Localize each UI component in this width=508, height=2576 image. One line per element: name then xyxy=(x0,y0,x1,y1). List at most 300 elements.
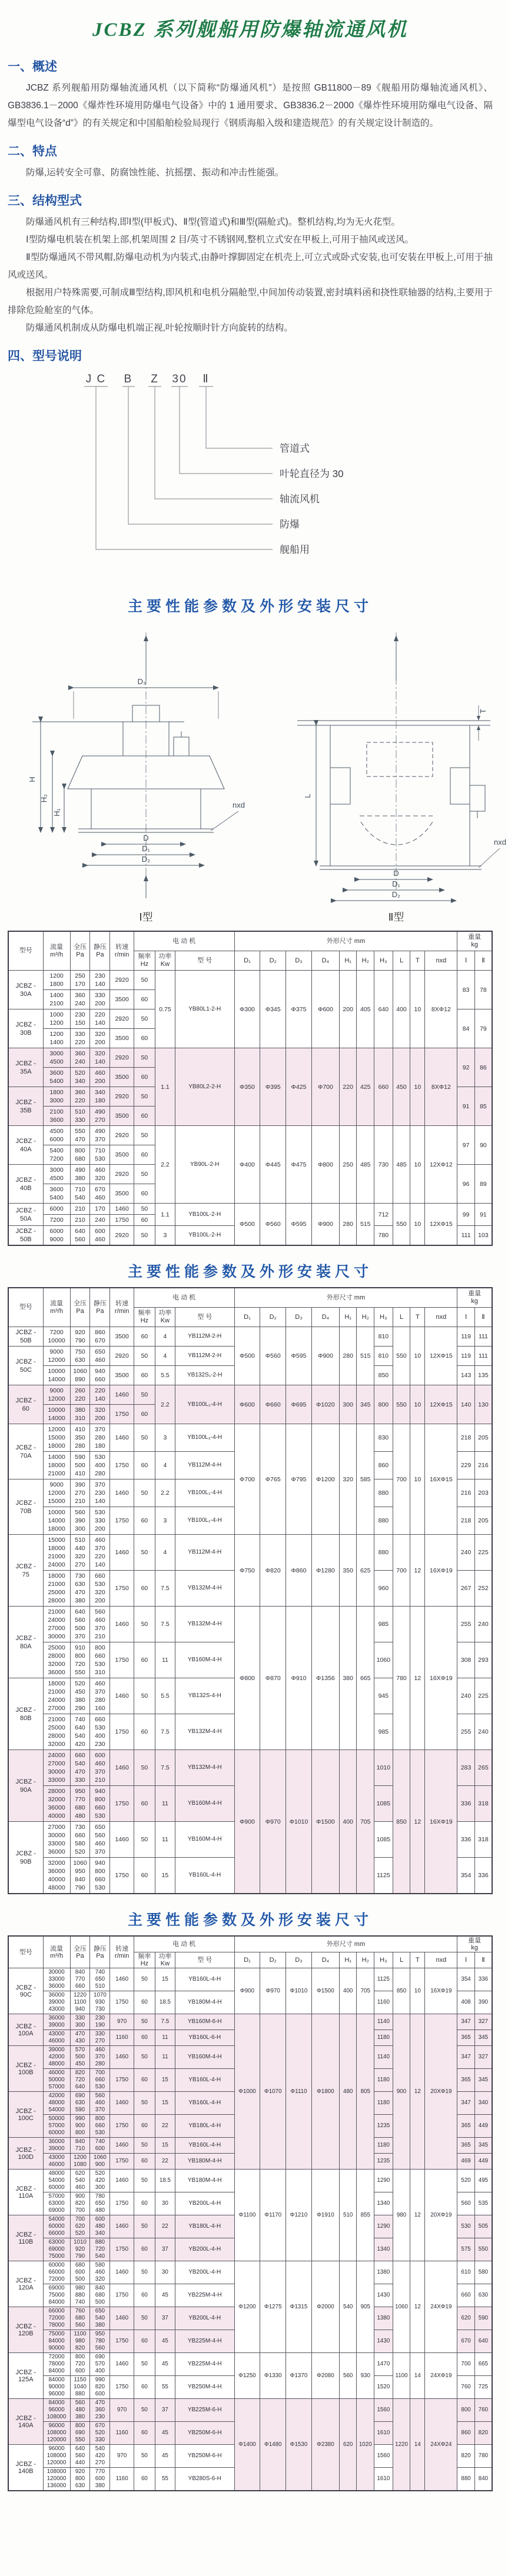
total-pressure-cell: 900 820 700 xyxy=(70,2192,90,2215)
speed-cell: 2920 xyxy=(110,971,134,990)
dim-cell-5: 345 xyxy=(357,1385,374,1424)
static-pressure-cell: 740 600 xyxy=(90,2138,110,2154)
weight-II-cell: 79 xyxy=(474,1009,492,1048)
motor-model-cell: YB132M-4-H xyxy=(175,1750,234,1786)
weight-II-cell: 240 xyxy=(474,1714,492,1750)
motor-model-cell: YB100L₁-4-H xyxy=(175,1479,234,1507)
frequency-cell: 60 xyxy=(134,1327,155,1347)
total-pressure-cell: 660 540 470 330 xyxy=(70,1750,90,1786)
header-motor-group: 电 动 机 xyxy=(134,931,234,951)
dim-h3-cell: 1430 xyxy=(374,2284,393,2307)
speed-cell: 1460 xyxy=(110,1535,134,1571)
flow-cell: 57000 63000 69000 xyxy=(43,2192,70,2215)
motor-model-cell: YB160L-4-H xyxy=(175,2069,234,2092)
header-dim-5: H₂ xyxy=(357,951,374,971)
weight-II-cell: 252 xyxy=(474,1571,492,1607)
frequency-cell: 60 xyxy=(134,1405,155,1424)
dim-cell-2: Φ1530 xyxy=(286,2399,312,2491)
weight-II-cell: 91 xyxy=(474,1204,492,1226)
dim-cell-5: 705 xyxy=(357,1968,374,2014)
flow-cell: 32000 36000 40000 48000 xyxy=(43,1858,70,1894)
speed-cell: 3500 xyxy=(110,1327,134,1347)
dim-cell-3: Φ800 xyxy=(311,1126,339,1204)
flow-cell: 10000 14000 xyxy=(43,1366,70,1385)
dim-h3-cell: 1340 xyxy=(374,2238,393,2261)
dim-cell-0: Φ900 xyxy=(234,1968,260,2014)
flow-cell: 1200 1800 xyxy=(43,971,70,990)
fan-outline-drawings xyxy=(8,622,506,928)
dim-h3-cell: 1340 xyxy=(374,2192,393,2215)
model-cell: JCBZ - 110B xyxy=(8,2215,43,2261)
flow-cell: 60000 66000 72000 xyxy=(43,2261,70,2284)
speed-cell: 2920 xyxy=(110,1347,134,1366)
weight-II-cell: 580 xyxy=(474,2261,492,2284)
dim-t-cell: 12 xyxy=(410,2261,425,2353)
dim-h3-cell: 1085 xyxy=(374,1786,393,1822)
model-cell: JCBZ - 50B xyxy=(8,1327,43,1347)
weight-I-cell: 111 xyxy=(457,1226,475,1246)
dim-h3-cell: 660 xyxy=(374,1048,393,1126)
type2-caption: Ⅱ型 xyxy=(388,911,404,923)
dim-l-cell: 1100 xyxy=(393,2353,410,2399)
flow-cell: 3000 4500 xyxy=(43,1165,70,1184)
speed-cell: 3500 xyxy=(110,1068,134,1087)
static-pressure-cell: 560 460 370 xyxy=(90,2092,110,2115)
weight-II-cell: 725 xyxy=(474,2376,492,2399)
dim-nxd-cell: 16XΦ19 xyxy=(425,1607,457,1750)
header-dim-7: L xyxy=(393,1952,410,1968)
total-pressure-cell: 260 220 xyxy=(70,1385,90,1405)
header-dim-2: D₃ xyxy=(286,951,312,971)
dim-cell-1: Φ1480 xyxy=(260,2399,286,2491)
weight-II-cell: 111 xyxy=(474,1327,492,1347)
speed-cell: 1160 xyxy=(110,2030,134,2046)
dim-cell-3: Φ2080 xyxy=(311,2353,339,2399)
header-dim-1: D₂ xyxy=(260,1952,286,1968)
model-cell: JCBZ - 100C xyxy=(8,2092,43,2138)
flow-cell: 48000 54000 60000 xyxy=(43,2170,70,2192)
speed-cell: 1750 xyxy=(110,1452,134,1479)
structure-paragraph-3: Ⅱ型防爆通风不带风帽,防爆电动机为内装式,由静叶撑脚固定在机壳上,可立式或卧式安装,也可安装在甲板上,可用于抽风或送风。 xyxy=(8,252,493,280)
static-pressure-cell: 690 570 400 xyxy=(90,2353,110,2376)
total-pressure-cell: 330 220 xyxy=(70,1029,90,1048)
flow-cell: 36000 39000 xyxy=(43,2138,70,2154)
dim-l-cell: 1220 xyxy=(393,2399,410,2491)
dim-cell-0: Φ700 xyxy=(234,1424,260,1535)
dim-h3-cell: 880 xyxy=(374,1535,393,1571)
power-cell: 22 xyxy=(155,2154,175,2170)
dim-l-cell: 1060 xyxy=(393,2261,410,2353)
total-pressure-cell: 520 340 xyxy=(70,1068,90,1087)
weight-II-cell: 293 xyxy=(474,1642,492,1678)
motor-model-cell: YB100L₂-4-H xyxy=(175,1424,234,1452)
frequency-cell: 60 xyxy=(134,2422,155,2445)
frequency-cell: 50 xyxy=(134,2092,155,2115)
total-pressure-cell: 1060 890 xyxy=(70,1366,90,1385)
dim-cell-1: Φ1275 xyxy=(260,2261,286,2353)
weight-II-cell: 205 xyxy=(474,1424,492,1452)
flow-cell: 27000 30000 33000 36000 xyxy=(43,1822,70,1858)
speed-cell: 1460 xyxy=(110,1750,134,1786)
total-pressure-cell: 730 630 470 380 xyxy=(70,1571,90,1607)
weight-I-cell: 408 xyxy=(457,1991,475,2014)
dim-cell-0: Φ600 xyxy=(234,1385,260,1424)
dim-cell-3: Φ1356 xyxy=(311,1607,339,1750)
dim-cell-5: 930 xyxy=(357,2353,374,2399)
weight-I-cell: 365 xyxy=(457,2030,475,2046)
header-dim-9: nxd xyxy=(425,1308,457,1327)
dim-cell-2: Φ1315 xyxy=(286,2261,312,2353)
dim-h3-cell: 1610 xyxy=(374,2422,393,2445)
flow-cell: 6000 xyxy=(43,1204,70,1215)
dim-cell-0: Φ300 xyxy=(234,971,260,1048)
total-pressure-cell: 210 xyxy=(70,1204,90,1215)
weight-I-cell: 660 xyxy=(457,2284,475,2307)
speed-cell: 3500 xyxy=(110,1184,134,1204)
motor-model-cell: YB225M-4-H xyxy=(175,2330,234,2353)
dim-cell-1: Φ765 xyxy=(260,1424,286,1535)
dim-cell-5: 855 xyxy=(357,2170,374,2261)
flow-cell: 9000 12000 15000 xyxy=(43,1479,70,1507)
total-pressure-cell: 980 880 740 xyxy=(70,2284,90,2307)
header-dim-6: H₃ xyxy=(374,951,393,971)
inner-motor xyxy=(367,742,433,777)
motor-model-cell: YB100L₁-4-H xyxy=(175,1385,234,1424)
total-pressure-cell: 760 680 560 xyxy=(70,2307,90,2330)
dim-h3-cell: 985 xyxy=(374,1607,393,1642)
power-cell: 3 xyxy=(155,1507,175,1535)
dim-h3-cell: 1290 xyxy=(374,2170,393,2192)
power-cell: 2.2 xyxy=(155,1479,175,1507)
header-dim-0: D₁ xyxy=(234,1308,260,1327)
dim-h3-cell: 640 xyxy=(374,971,393,1048)
frequency-cell: 60 xyxy=(134,990,155,1009)
static-pressure-cell: 340 180 xyxy=(90,1087,110,1107)
header-power: 功率 Kw xyxy=(155,1952,175,1968)
speed-cell: 970 xyxy=(110,2399,134,2422)
code-label-axial: 轴流风机 xyxy=(280,494,320,505)
frequency-cell: 60 xyxy=(134,1366,155,1385)
dim-t-cell: 12 xyxy=(410,2170,425,2261)
dim-t-cell: 10 xyxy=(410,1385,425,1424)
weight-I-cell: 469 xyxy=(457,2154,475,2170)
dim-l-cell: 400 xyxy=(393,971,410,1048)
header-power: 功率 Kw xyxy=(155,951,175,971)
static-pressure-cell: 670 460 xyxy=(90,1184,110,1204)
header-motor-model: 型 号 xyxy=(175,1952,234,1968)
power-cell: 37 xyxy=(155,2238,175,2261)
frequency-cell: 50 xyxy=(134,1009,155,1029)
dim-h3-cell: 800 xyxy=(374,1385,393,1424)
dim-cell-1: Φ970 xyxy=(260,1750,286,1894)
flow-cell: 2100 3600 xyxy=(43,1107,70,1126)
weight-II-cell: 345 xyxy=(474,2138,492,2154)
weight-II-cell: 318 xyxy=(474,1822,492,1858)
dim-h3-cell: 1380 xyxy=(374,2307,393,2330)
dim-nxd-label-right: nxd xyxy=(494,838,506,847)
total-pressure-cell: 1220 1100 940 xyxy=(70,1991,90,2014)
header-speed: 转速 r/min xyxy=(110,1936,134,1968)
power-cell: 30 xyxy=(155,2192,175,2215)
header-dim-4: H₁ xyxy=(339,1308,357,1327)
dim-h3-cell: 780 xyxy=(374,1226,393,1246)
power-cell: 2.2 xyxy=(155,1385,175,1424)
total-pressure-cell: 740 640 540 420 xyxy=(70,1714,90,1750)
model-cell: JCBZ - 110A xyxy=(8,2170,43,2215)
flow-cell: 46000 50000 57000 xyxy=(43,2069,70,2092)
weight-II-cell: 495 xyxy=(474,2170,492,2192)
dim-cell-3: Φ1800 xyxy=(311,2014,339,2170)
dim-nxd-label-left: nxd xyxy=(233,801,245,809)
dim-h3-cell: 712 xyxy=(374,1204,393,1226)
dim-t-cell: 10 xyxy=(410,1424,425,1535)
weight-I-cell: 218 xyxy=(457,1424,475,1452)
dim-cell-3: Φ1020 xyxy=(311,1385,339,1424)
dim-cell-1: Φ1070 xyxy=(260,2014,286,2170)
frequency-cell: 60 xyxy=(134,1786,155,1822)
power-cell: 55 xyxy=(155,2376,175,2399)
speed-cell: 1750 xyxy=(110,2192,134,2215)
header-dim-4: H₁ xyxy=(339,951,357,971)
static-pressure-cell: 460 370 280 xyxy=(90,2046,110,2069)
dim-h3-cell: 1380 xyxy=(374,2261,393,2284)
power-cell: 45 xyxy=(155,2422,175,2445)
header-dim-9: nxd xyxy=(425,1952,457,1968)
flow-cell: 25000 28000 32000 36000 xyxy=(43,1642,70,1678)
speed-cell: 3500 xyxy=(110,990,134,1009)
header-dim-0: D₁ xyxy=(234,1952,260,1968)
power-cell: 22 xyxy=(155,2215,175,2238)
speed-cell: 1460 xyxy=(110,1607,134,1642)
dim-cell-4: 540 xyxy=(339,2261,357,2353)
power-cell: 5.5 xyxy=(155,1366,175,1385)
static-pressure-cell: 460 320 xyxy=(90,1165,110,1184)
weight-I-cell: 255 xyxy=(457,1714,475,1750)
dim-cell-3: Φ1500 xyxy=(311,1968,339,2014)
header-motor-model: 型 号 xyxy=(175,1308,234,1327)
header-weight-group: 重量 kg xyxy=(457,931,492,951)
total-pressure-cell: 640 560 xyxy=(70,1226,90,1246)
header-weight-group: 重量 kg xyxy=(457,1936,492,1952)
dim-cell-0: Φ1200 xyxy=(234,2261,260,2353)
dim-cell-3: Φ2000 xyxy=(311,2261,339,2353)
code-part-jc: J C xyxy=(85,373,107,385)
dim-h1-label: H₁ xyxy=(52,808,61,817)
dim-cell-4: 250 xyxy=(339,1126,357,1204)
speed-cell: 1750 xyxy=(110,1786,134,1822)
model-cell: JCBZ - 120A xyxy=(8,2261,43,2307)
motor-model-cell: YB225M-6-H xyxy=(175,2399,234,2422)
static-pressure-cell: 490 370 xyxy=(90,1126,110,1145)
power-cell: 15 xyxy=(155,1968,175,1991)
weight-I-cell: 560 xyxy=(457,2192,475,2215)
power-cell: 37 xyxy=(155,2307,175,2330)
dim-t-cell: 10 xyxy=(410,1126,425,1204)
motor-model-cell: YB180M-4-H xyxy=(175,1991,234,2014)
motor-model-cell: YB160M-4-H xyxy=(175,1822,234,1858)
dim-cell-1: Φ560 xyxy=(260,1327,286,1385)
power-cell: 22 xyxy=(155,2115,175,2138)
flow-cell: 1400 2100 xyxy=(43,990,70,1009)
header-weight-1: Ⅱ xyxy=(474,1308,492,1327)
frequency-cell: 50 xyxy=(134,1347,155,1366)
header-dim-0: D₁ xyxy=(234,951,260,971)
weight-II-cell: 203 xyxy=(474,1479,492,1507)
overview-paragraph: JCBZ 系列舰船用防爆轴流通风机（以下简称“防爆通风机”）是按照 GB11800－89《舰船用防爆轴流通风机》、GB3836.1－2000《爆炸性环境用防爆电气设备》中的 1 通用要求、GB3836.2－2000《爆炸性环境用防爆电气设备、隔爆型电气设备“d”》的有关规定和中国船舶检验局现行《钢质海船入级和建造规范》的有关规定设计制造的。 xyxy=(8,83,493,128)
dim-cell-4: 620 xyxy=(339,2399,357,2491)
speed-cell: 1750 xyxy=(110,1405,134,1424)
weight-I-cell: 140 xyxy=(457,1385,475,1424)
flow-cell: 54000 60000 66000 xyxy=(43,2215,70,2238)
static-pressure-cell: 170 xyxy=(90,1204,110,1215)
header-dim-6: H₃ xyxy=(374,1952,393,1968)
impeller-hub xyxy=(361,822,433,845)
dim-cell-3: Φ900 xyxy=(311,1327,339,1385)
dim-h3-cell: 1430 xyxy=(374,2330,393,2353)
frequency-cell: 50 xyxy=(134,1087,155,1107)
model-cell: JCBZ - 100B xyxy=(8,2046,43,2092)
dim-cell-5: 515 xyxy=(357,1204,374,1246)
section-heading-model-code: 四、型号说明 xyxy=(8,349,82,363)
dim-cell-5: 1020 xyxy=(357,2399,374,2491)
header-flow: 流量 m³/h xyxy=(43,1936,70,1968)
dim-cell-2: Φ595 xyxy=(286,1204,312,1246)
header-weight-group: 重量 kg xyxy=(457,1288,492,1308)
total-pressure-cell: 1150 1040 880 xyxy=(70,2376,90,2399)
dim-d1-label: D₁ xyxy=(142,844,150,853)
total-pressure-cell: 360 220 xyxy=(70,1087,90,1107)
dim-l-cell: 850 xyxy=(393,1750,410,1894)
weight-I-cell: 83 xyxy=(457,971,475,1009)
speed-cell: 1750 xyxy=(110,1215,134,1226)
power-cell: 15 xyxy=(155,2069,175,2092)
total-pressure-cell: 560 390 300 xyxy=(70,1507,90,1535)
header-frequency: 频率 Hz xyxy=(134,1308,155,1327)
flow-cell: 96000 108000 120000 xyxy=(43,2422,70,2445)
model-cell: JCBZ - 90B xyxy=(8,1822,43,1894)
header-dims-group: 外形尺寸 mm xyxy=(234,1936,457,1952)
dim-l-cell: 550 xyxy=(393,1327,410,1385)
dim-cell-5: 585 xyxy=(357,1424,374,1535)
motor-model-cell: YB160L-4-H xyxy=(175,2092,234,2115)
dim-cell-0: Φ500 xyxy=(234,1204,260,1246)
dim-cell-4: 350 xyxy=(339,1535,357,1607)
weight-II-cell: 449 xyxy=(474,2115,492,2138)
frequency-cell: 60 xyxy=(134,1642,155,1678)
static-pressure-cell: 560 460 370 210 xyxy=(90,1607,110,1642)
power-cell: 7.5 xyxy=(155,1714,175,1750)
speed-cell: 1160 xyxy=(110,2422,134,2445)
model-cell: JCBZ - 60 xyxy=(8,1385,43,1424)
speed-cell: 1460 xyxy=(110,2046,134,2069)
power-cell: 2.2 xyxy=(155,1126,175,1204)
frequency-cell: 60 xyxy=(134,1452,155,1479)
static-pressure-cell: 330 270 xyxy=(90,2030,110,2046)
frequency-cell: 60 xyxy=(134,1184,155,1204)
weight-II-cell: 780 xyxy=(474,2445,492,2468)
features-paragraph: 防爆,运转安全可靠、防腐蚀性能、抗摇摆、振动和冲击性能强。 xyxy=(26,168,284,178)
flow-cell: 43000 46000 xyxy=(43,2154,70,2170)
motor-model-cell: YB112M-4-H xyxy=(175,1535,234,1571)
static-pressure-cell: 600 480 340 xyxy=(90,2215,110,2238)
dim-nxd-cell: 8XΦ12 xyxy=(425,1048,457,1126)
motor-model-cell: YB180M-4-H xyxy=(175,2154,234,2170)
header-flow: 流量 m³/h xyxy=(43,931,70,971)
header-dim-2: D₃ xyxy=(286,1952,312,1968)
speed-cell: 1750 xyxy=(110,1858,134,1894)
header-model: 型号 xyxy=(8,931,43,971)
frequency-cell: 50 xyxy=(134,1204,155,1215)
weight-I-cell: 119 xyxy=(457,1327,475,1347)
weight-II-cell: 640 xyxy=(474,2330,492,2353)
static-pressure-cell: 700 660 530 xyxy=(90,2069,110,2092)
static-pressure-cell: 600 460 xyxy=(90,1226,110,1246)
performance-table-3 xyxy=(8,1935,493,2491)
header-static-pressure: 静压 Pa xyxy=(90,931,110,971)
dim-cell-0: Φ500 xyxy=(234,1327,260,1385)
dim-cell-5: 515 xyxy=(357,1327,374,1385)
section-heading-features: 二、特点 xyxy=(8,145,57,158)
section-heading-structure: 三、结构型式 xyxy=(8,194,82,208)
total-pressure-cell: 920 800 630 xyxy=(70,2468,90,2491)
flow-cell: 1800 3000 xyxy=(43,1087,70,1107)
power-cell: 18.5 xyxy=(155,2170,175,2192)
dim-cell-1: Φ345 xyxy=(260,971,286,1048)
dim-cell-2: Φ1370 xyxy=(286,2353,312,2399)
terminal-box-right xyxy=(470,785,485,811)
flow-cell: 43000 46000 xyxy=(43,2030,70,2046)
total-pressure-cell: 490 380 xyxy=(70,1165,90,1184)
dim-h3-cell: 1520 xyxy=(374,2376,393,2399)
dim-h-label: H xyxy=(28,777,36,782)
dim-cell-3: Φ900 xyxy=(311,1204,339,1246)
weight-I-cell: 575 xyxy=(457,2238,475,2261)
weight-I-cell: 255 xyxy=(457,1607,475,1642)
power-cell: 55 xyxy=(155,2468,175,2491)
frequency-cell: 60 xyxy=(134,1145,155,1165)
structure-paragraph-5: 防爆通风机制成从防爆电机端正视,叶轮按顺时针方向旋转的结构。 xyxy=(26,323,293,333)
weight-II-cell: 336 xyxy=(474,1858,492,1894)
flow-cell: 36000 39000 xyxy=(43,2014,70,2030)
frequency-cell: 60 xyxy=(134,2284,155,2307)
total-pressure-cell: 330 300 xyxy=(70,2014,90,2030)
flow-cell: 18000 21000 25000 28000 xyxy=(43,1571,70,1607)
dim-cell-1: Φ395 xyxy=(260,1048,286,1126)
header-total-pressure: 全压 Pa xyxy=(70,931,90,971)
weight-II-cell: 535 xyxy=(474,2192,492,2215)
dim-cell-2: Φ695 xyxy=(286,1385,312,1424)
performance-table-1 xyxy=(8,931,493,1246)
flow-cell: 12000 15000 18000 xyxy=(43,1424,70,1452)
frequency-cell: 50 xyxy=(134,2170,155,2192)
model-cell: JCBZ - 90A xyxy=(8,1750,43,1822)
static-pressure-cell: 880 720 540 xyxy=(90,2238,110,2261)
weight-I-cell: 336 xyxy=(457,1822,475,1858)
speed-cell: 1750 xyxy=(110,1991,134,2014)
weight-II-cell: 111 xyxy=(474,1347,492,1366)
motor-model-cell: YB80L1-2-H xyxy=(175,971,234,1048)
dim-cell-4: 300 xyxy=(339,1385,357,1424)
speed-cell: 1460 xyxy=(110,1424,134,1452)
power-cell: 0.75 xyxy=(155,971,175,1048)
frequency-cell: 50 xyxy=(134,1479,155,1507)
total-pressure-cell: 910 800 720 550 xyxy=(70,1642,90,1678)
dim-l-cell: 850 xyxy=(393,1968,410,2014)
flow-cell: 84000 96000 108000 xyxy=(43,2399,70,2422)
speed-cell: 1460 xyxy=(110,1204,134,1215)
speed-cell: 1460 xyxy=(110,2215,134,2238)
weight-I-cell: 97 xyxy=(457,1126,475,1165)
